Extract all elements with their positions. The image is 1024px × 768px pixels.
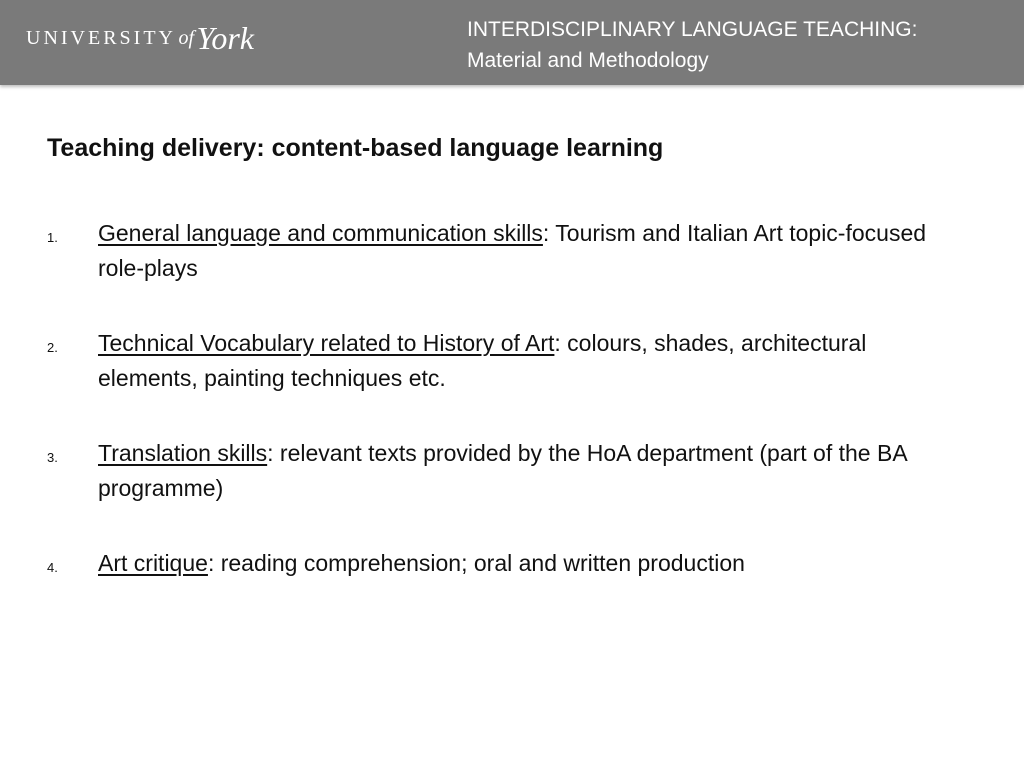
list-item-term: Translation skills xyxy=(98,440,268,466)
logo-york-script: York xyxy=(196,20,254,56)
content-list xyxy=(47,216,967,621)
list-item-description: : Tourism and Italian Art topic-focused role-plays xyxy=(98,220,927,281)
list-item-description: : colours, shades, architectural elements, painting techniques etc. xyxy=(98,330,867,391)
presentation-title-line1: INTERDISCIPLINARY LANGUAGE TEACHING: xyxy=(467,18,918,41)
logo-university-wordmark: UNIVERSITY xyxy=(26,27,176,49)
list-item-term: General language and communication skills xyxy=(98,220,543,246)
slide-heading: Teaching delivery: content-based language learning xyxy=(47,134,664,162)
list-item xyxy=(47,326,967,396)
list-item-number: 2. xyxy=(47,340,58,355)
logo-of-script: of xyxy=(178,27,195,49)
university-of-york-logo xyxy=(26,18,254,58)
list-item xyxy=(47,216,967,286)
list-item-description: : reading comprehension; oral and written production xyxy=(207,550,745,576)
list-item-term: Art critique xyxy=(98,550,208,576)
list-item xyxy=(47,436,967,506)
list-item-term: Technical Vocabulary related to History of Art xyxy=(98,330,555,356)
list-item-number: 4. xyxy=(47,560,58,575)
header-bar xyxy=(0,0,1024,85)
list-item-description: : relevant texts provided by the HoA department (part of the BA programme) xyxy=(98,440,907,501)
presentation-title-line2: Material and Methodology xyxy=(467,49,709,72)
list-item-number: 1. xyxy=(47,230,58,245)
list-item-number: 3. xyxy=(47,450,58,465)
presentation-title xyxy=(467,14,917,76)
list-item xyxy=(47,546,967,581)
